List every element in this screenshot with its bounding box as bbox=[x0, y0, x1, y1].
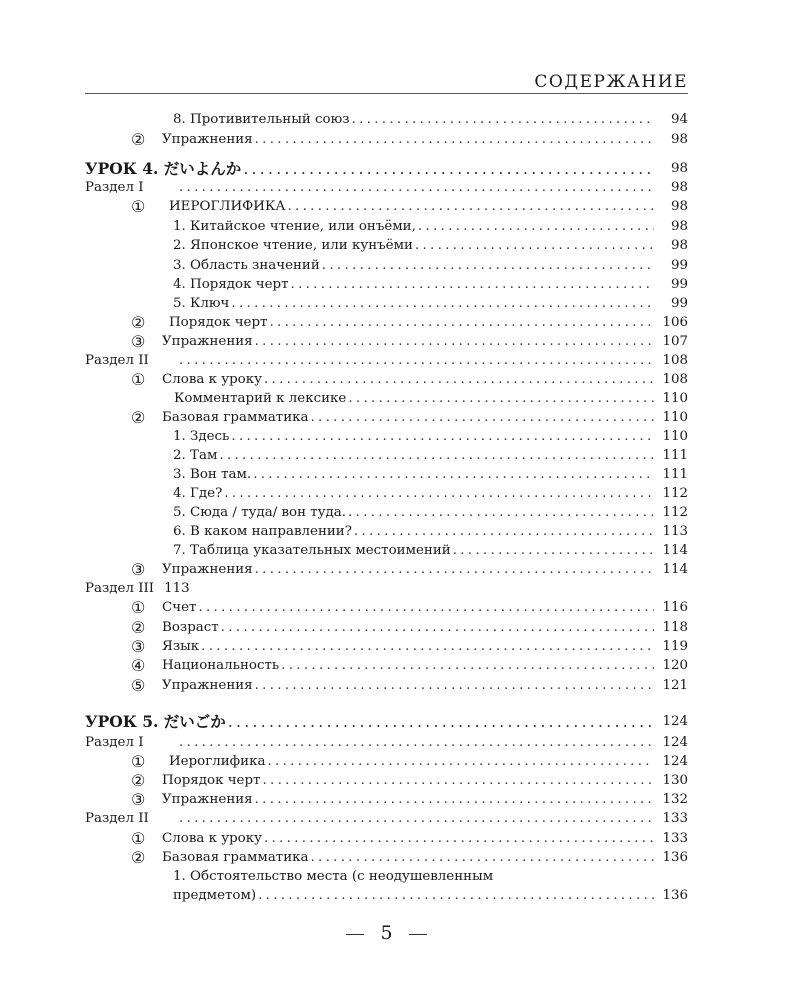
toc-page-number: 98 bbox=[670, 132, 688, 147]
dot-leader bbox=[179, 351, 654, 371]
toc-entry-label: 7. Таблица указательных местоимений bbox=[173, 543, 451, 558]
toc-page-number: 110 bbox=[662, 410, 688, 425]
toc-section[interactable] bbox=[85, 178, 688, 198]
dot-leader bbox=[354, 522, 654, 542]
toc-entry[interactable] bbox=[85, 130, 688, 150]
toc-entry-label: Слова к уроку bbox=[162, 372, 262, 387]
toc-page-number: 112 bbox=[662, 486, 688, 501]
toc-page-number: 98 bbox=[670, 219, 688, 234]
toc-entry-label: Упражнения bbox=[162, 132, 253, 147]
toc-entry-label: Базовая грамматика bbox=[162, 410, 309, 425]
toc-entry[interactable] bbox=[85, 790, 688, 810]
page-footer bbox=[85, 922, 688, 944]
toc-entry-label: 8. Противительный союз bbox=[173, 112, 350, 127]
toc-entry[interactable] bbox=[85, 197, 688, 217]
dot-leader bbox=[352, 110, 654, 130]
dot-leader bbox=[221, 618, 654, 638]
toc-entry-label: 3. Область значений bbox=[173, 258, 320, 273]
toc-lesson-heading[interactable] bbox=[85, 712, 688, 732]
circled-number: ② bbox=[131, 848, 146, 867]
toc-entry[interactable] bbox=[85, 618, 688, 638]
dot-leader bbox=[311, 408, 655, 428]
toc-section-number: 113 bbox=[164, 581, 190, 596]
dot-leader bbox=[231, 294, 654, 314]
toc-page-number: 94 bbox=[670, 112, 688, 127]
toc-entry-label: 2. Японское чтение, или кунъёми bbox=[173, 238, 413, 253]
toc-entry[interactable] bbox=[85, 829, 688, 849]
toc-section[interactable] bbox=[85, 351, 688, 371]
toc-page-number: 108 bbox=[662, 353, 688, 368]
dot-leader bbox=[243, 159, 654, 179]
toc-entry[interactable] bbox=[85, 560, 688, 580]
toc-entry-label: Комментарий к лексике bbox=[174, 391, 347, 406]
toc-entry-label: Раздел II bbox=[85, 811, 149, 826]
circled-number: ① bbox=[131, 370, 146, 389]
toc-entry-label: 1. Здесь bbox=[173, 429, 230, 444]
toc-entry[interactable] bbox=[85, 465, 688, 485]
toc-page-number: 98 bbox=[670, 199, 688, 214]
toc-entry[interactable] bbox=[85, 256, 688, 276]
circled-number: ③ bbox=[131, 332, 146, 351]
toc-entry-label: Базовая грамматика bbox=[162, 850, 309, 865]
circled-number: ② bbox=[131, 771, 146, 790]
dot-leader bbox=[418, 217, 654, 237]
circled-number: ③ bbox=[131, 790, 146, 809]
dot-leader bbox=[198, 598, 654, 618]
toc-entry-label: Раздел II bbox=[85, 353, 149, 368]
toc-entry-label: УРОК 5. だいごか bbox=[85, 712, 226, 731]
toc-entry-label: 3. Вон там. bbox=[173, 467, 252, 482]
toc-page-number: 110 bbox=[662, 429, 688, 444]
toc-entry[interactable] bbox=[85, 598, 688, 618]
dot-leader bbox=[253, 465, 654, 485]
dot-leader bbox=[255, 332, 654, 352]
toc-page-number: 99 bbox=[670, 258, 688, 273]
circled-number: ② bbox=[131, 313, 146, 332]
dot-leader bbox=[231, 427, 654, 447]
dot-leader bbox=[262, 771, 654, 791]
toc-entry-label: Порядок черт bbox=[162, 773, 261, 788]
toc-page-number: 116 bbox=[662, 600, 688, 615]
dot-leader bbox=[258, 886, 654, 906]
dot-leader bbox=[255, 676, 654, 696]
page bbox=[85, 0, 688, 1000]
toc-section[interactable] bbox=[85, 733, 688, 753]
toc-page-number: 98 bbox=[670, 238, 688, 253]
page-number: 5 bbox=[380, 922, 393, 944]
toc-page-number: 110 bbox=[662, 391, 688, 406]
toc-entry-label: Язык bbox=[162, 639, 200, 654]
toc-page-number: 98 bbox=[670, 180, 688, 195]
toc-entry[interactable] bbox=[85, 848, 688, 868]
toc-page-number: 120 bbox=[662, 658, 688, 673]
toc-entry-label: 6. В каком направлении? bbox=[173, 524, 352, 539]
dot-leader bbox=[269, 313, 654, 333]
toc-entry[interactable] bbox=[85, 771, 688, 791]
toc-page-number: 130 bbox=[662, 773, 688, 788]
toc-entry-label: 4. Порядок черт bbox=[173, 277, 289, 292]
toc-entry[interactable] bbox=[85, 408, 688, 428]
circled-number: ② bbox=[131, 618, 146, 637]
toc-entry-label: Раздел I bbox=[85, 735, 144, 750]
dot-leader bbox=[179, 178, 654, 198]
toc-page-number: 107 bbox=[662, 334, 688, 349]
toc-entry-label: Упражнения bbox=[162, 334, 253, 349]
dot-leader bbox=[290, 275, 654, 295]
toc-entry[interactable] bbox=[85, 886, 688, 906]
toc-entry[interactable] bbox=[85, 236, 688, 256]
toc-entry[interactable] bbox=[85, 752, 688, 772]
circled-number: ⑤ bbox=[131, 676, 146, 695]
toc-page-number: 108 bbox=[662, 372, 688, 387]
toc-entry[interactable] bbox=[85, 294, 688, 314]
dot-leader bbox=[264, 370, 654, 390]
toc-entry[interactable] bbox=[85, 676, 688, 696]
dot-leader bbox=[453, 541, 654, 561]
toc-entry-label: Упражнения bbox=[162, 678, 253, 693]
dot-leader bbox=[348, 503, 654, 523]
toc-entry-label: Счет bbox=[162, 600, 197, 615]
toc-entry[interactable] bbox=[85, 217, 688, 237]
circled-number: ① bbox=[131, 598, 146, 617]
toc-entry[interactable] bbox=[85, 332, 688, 352]
toc-section[interactable] bbox=[85, 809, 688, 829]
toc-entry[interactable] bbox=[85, 484, 688, 504]
toc-section[interactable] bbox=[85, 579, 688, 599]
dot-leader bbox=[228, 712, 654, 732]
circled-number: ① bbox=[131, 829, 146, 848]
toc-page-number: 133 bbox=[662, 831, 688, 846]
toc-page-number: 124 bbox=[662, 714, 688, 729]
toc-page-number: 99 bbox=[670, 277, 688, 292]
toc-page-number: 112 bbox=[662, 505, 688, 520]
toc-page-number: 118 bbox=[662, 620, 688, 635]
running-header: СОДЕРЖАНИЕ bbox=[534, 72, 688, 92]
toc-entry-label: Слова к уроку bbox=[162, 831, 262, 846]
toc-entry-label: 1. Обстоятельство места (с неодушевленным bbox=[173, 869, 494, 884]
toc-page-number: 111 bbox=[662, 467, 688, 482]
toc-entry-label: Раздел III bbox=[85, 581, 155, 596]
circled-number: ② bbox=[131, 408, 146, 427]
toc-page-number: 132 bbox=[662, 792, 688, 807]
toc-entry[interactable] bbox=[85, 522, 688, 542]
toc-entry[interactable] bbox=[85, 541, 688, 561]
toc-page-number: 106 bbox=[662, 315, 688, 330]
dot-leader bbox=[224, 484, 654, 504]
dot-leader bbox=[267, 752, 654, 772]
dot-leader bbox=[287, 197, 654, 217]
toc-entry[interactable] bbox=[85, 446, 688, 466]
dot-leader bbox=[179, 809, 654, 829]
toc-page-number: 121 bbox=[662, 678, 688, 693]
dot-leader bbox=[348, 389, 654, 409]
toc-entry-label: Порядок черт bbox=[169, 315, 268, 330]
toc-page-number: 136 bbox=[662, 888, 688, 903]
dot-leader bbox=[415, 236, 654, 256]
toc-page-number: 119 bbox=[662, 639, 688, 654]
toc-entry-label: предметом) bbox=[173, 888, 257, 903]
toc-entry-label: Упражнения bbox=[162, 562, 253, 577]
toc-entry[interactable] bbox=[85, 427, 688, 447]
dot-leader bbox=[219, 446, 654, 466]
toc-entry[interactable] bbox=[85, 313, 688, 333]
toc-entry-label: ИЕРОГЛИФИКА bbox=[169, 199, 286, 214]
toc-entry[interactable] bbox=[85, 370, 688, 390]
toc-entry-label: 4. Где? bbox=[173, 486, 223, 501]
toc-page-number: 114 bbox=[662, 543, 688, 558]
dot-leader bbox=[264, 829, 654, 849]
toc-entry-label: Упражнения bbox=[162, 792, 253, 807]
dot-leader bbox=[179, 733, 654, 753]
dot-leader bbox=[311, 848, 655, 868]
toc-entry-label: УРОК 4. だいよんか bbox=[85, 159, 242, 178]
toc-entry-label: 5. Ключ bbox=[173, 296, 230, 311]
circled-number: ④ bbox=[131, 656, 146, 675]
toc-entry[interactable] bbox=[85, 110, 688, 130]
toc-page-number: 133 bbox=[662, 811, 688, 826]
circled-number: ③ bbox=[131, 560, 146, 579]
toc-entry[interactable] bbox=[85, 389, 688, 409]
toc-page-number: 114 bbox=[662, 562, 688, 577]
toc-page-number: 98 bbox=[670, 161, 688, 176]
dot-leader bbox=[201, 637, 654, 657]
toc-lesson-heading[interactable] bbox=[85, 159, 688, 179]
toc-page-number: 124 bbox=[662, 754, 688, 769]
dot-leader bbox=[255, 790, 654, 810]
toc-entry[interactable] bbox=[85, 503, 688, 523]
dot-leader bbox=[322, 256, 654, 276]
toc-page-number: 99 bbox=[670, 296, 688, 311]
circled-number: ① bbox=[131, 197, 146, 216]
toc-entry-label: Национальность bbox=[162, 658, 280, 673]
toc-page-number: 111 bbox=[662, 448, 688, 463]
toc-page-number: 136 bbox=[662, 850, 688, 865]
toc-entry[interactable] bbox=[85, 637, 688, 657]
toc-entry-label: 5. Сюда / туда/ вон туда. bbox=[173, 505, 347, 520]
footer-dash bbox=[409, 934, 427, 935]
toc-entry[interactable] bbox=[85, 867, 688, 887]
circled-number: ① bbox=[131, 752, 146, 771]
toc-entry[interactable] bbox=[85, 275, 688, 295]
header-rule bbox=[85, 93, 688, 94]
toc-entry-label: 1. Китайское чтение, или онъёми, bbox=[173, 219, 416, 234]
toc-page-number: 124 bbox=[662, 735, 688, 750]
circled-number: ③ bbox=[131, 637, 146, 656]
toc-entry[interactable] bbox=[85, 656, 688, 676]
footer-dash bbox=[346, 934, 364, 935]
dot-leader bbox=[281, 656, 654, 676]
dot-leader bbox=[255, 560, 654, 580]
dot-leader bbox=[255, 130, 654, 150]
toc-entry-label: Иероглифика bbox=[169, 754, 266, 769]
circled-number: ② bbox=[131, 130, 146, 149]
toc-entry-label: 2. Там bbox=[173, 448, 218, 463]
toc-entry-label: Раздел I bbox=[85, 180, 144, 195]
toc-page-number: 113 bbox=[662, 524, 688, 539]
toc-entry-label: Возраст bbox=[162, 620, 219, 635]
